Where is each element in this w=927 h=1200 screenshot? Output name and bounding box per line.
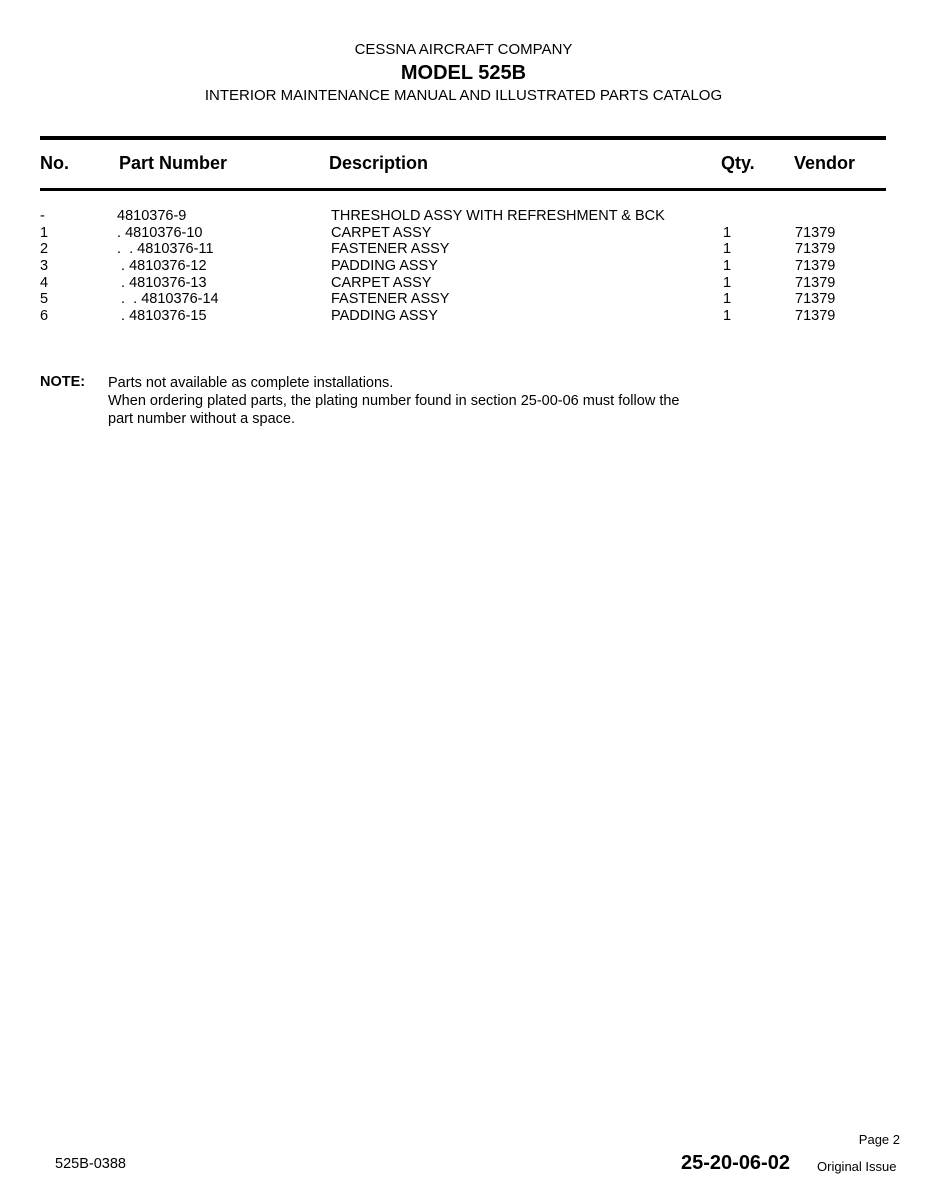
table-row — [0, 208, 927, 225]
issue-label: Original Issue — [817, 1159, 897, 1174]
table-row — [0, 291, 927, 308]
row-qty: 1 — [723, 241, 732, 258]
section-number: 25-20-06-02 — [681, 1152, 790, 1174]
column-header-description: Description — [329, 153, 429, 173]
table-row — [0, 225, 927, 242]
note-body — [108, 374, 748, 428]
row-description: FASTENER ASSY — [331, 241, 450, 258]
column-header-qty: Qty. — [721, 153, 755, 173]
row-vendor: 71379 — [795, 308, 836, 325]
document-code: 525B-0388 — [55, 1156, 126, 1172]
parts-table-body — [0, 208, 927, 325]
row-qty: 1 — [723, 274, 732, 291]
row-no: 2 — [40, 241, 49, 258]
column-header-vendor: Vendor — [794, 153, 856, 173]
note-line: part number without a space. — [108, 411, 295, 427]
model-title: MODEL 525B — [400, 62, 527, 84]
row-description: PADDING ASSY — [331, 258, 438, 275]
company-name: CESSNA AIRCRAFT COMPANY — [354, 41, 573, 58]
row-description: PADDING ASSY — [331, 308, 438, 325]
note-label: NOTE: — [40, 374, 86, 390]
row-vendor: 71379 — [795, 291, 836, 308]
row-part-number: . 4810376-10 — [113, 224, 203, 241]
row-part-number: 4810376-9 — [113, 208, 187, 224]
row-qty: 1 — [723, 291, 732, 308]
row-vendor: 71379 — [795, 224, 836, 241]
table-row — [0, 308, 927, 325]
row-description: THRESHOLD ASSY WITH REFRESHMENT & BCK — [331, 208, 665, 224]
header-top-rule — [40, 136, 886, 140]
row-part-number: . 4810376-13 — [113, 274, 207, 291]
column-header-no: No. — [40, 153, 69, 173]
row-no: 1 — [40, 224, 49, 241]
row-qty: 1 — [723, 258, 732, 275]
row-vendor: 71379 — [795, 274, 836, 291]
row-part-number: . 4810376-12 — [113, 258, 207, 275]
page-number: Page 2 — [858, 1132, 900, 1147]
row-description: FASTENER ASSY — [331, 291, 450, 308]
row-qty: 1 — [723, 308, 732, 325]
row-description: CARPET ASSY — [331, 224, 432, 241]
row-no: - — [40, 208, 45, 224]
row-vendor: 71379 — [795, 241, 836, 258]
row-part-number: . . 4810376-14 — [113, 291, 219, 308]
row-vendor: 71379 — [795, 258, 836, 275]
header-bottom-rule — [40, 188, 886, 191]
manual-title: INTERIOR MAINTENANCE MANUAL AND ILLUSTRATED PARTS CATALOG — [204, 87, 723, 104]
row-no: 3 — [40, 258, 49, 275]
note-line: Parts not available as complete installations. — [108, 375, 394, 391]
row-part-number: . 4810376-15 — [113, 308, 207, 325]
note-line: When ordering plated parts, the plating number found in section 25-00-06 must follow the — [108, 393, 680, 409]
row-part-number: . . 4810376-11 — [113, 241, 214, 258]
table-row — [0, 258, 927, 275]
row-no: 5 — [40, 291, 49, 308]
row-no: 4 — [40, 274, 49, 291]
row-description: CARPET ASSY — [331, 274, 432, 291]
column-header-part-number: Part Number — [119, 153, 228, 173]
row-qty: 1 — [723, 224, 732, 241]
table-row — [0, 275, 927, 292]
table-row — [0, 241, 927, 258]
row-no: 6 — [40, 308, 49, 325]
